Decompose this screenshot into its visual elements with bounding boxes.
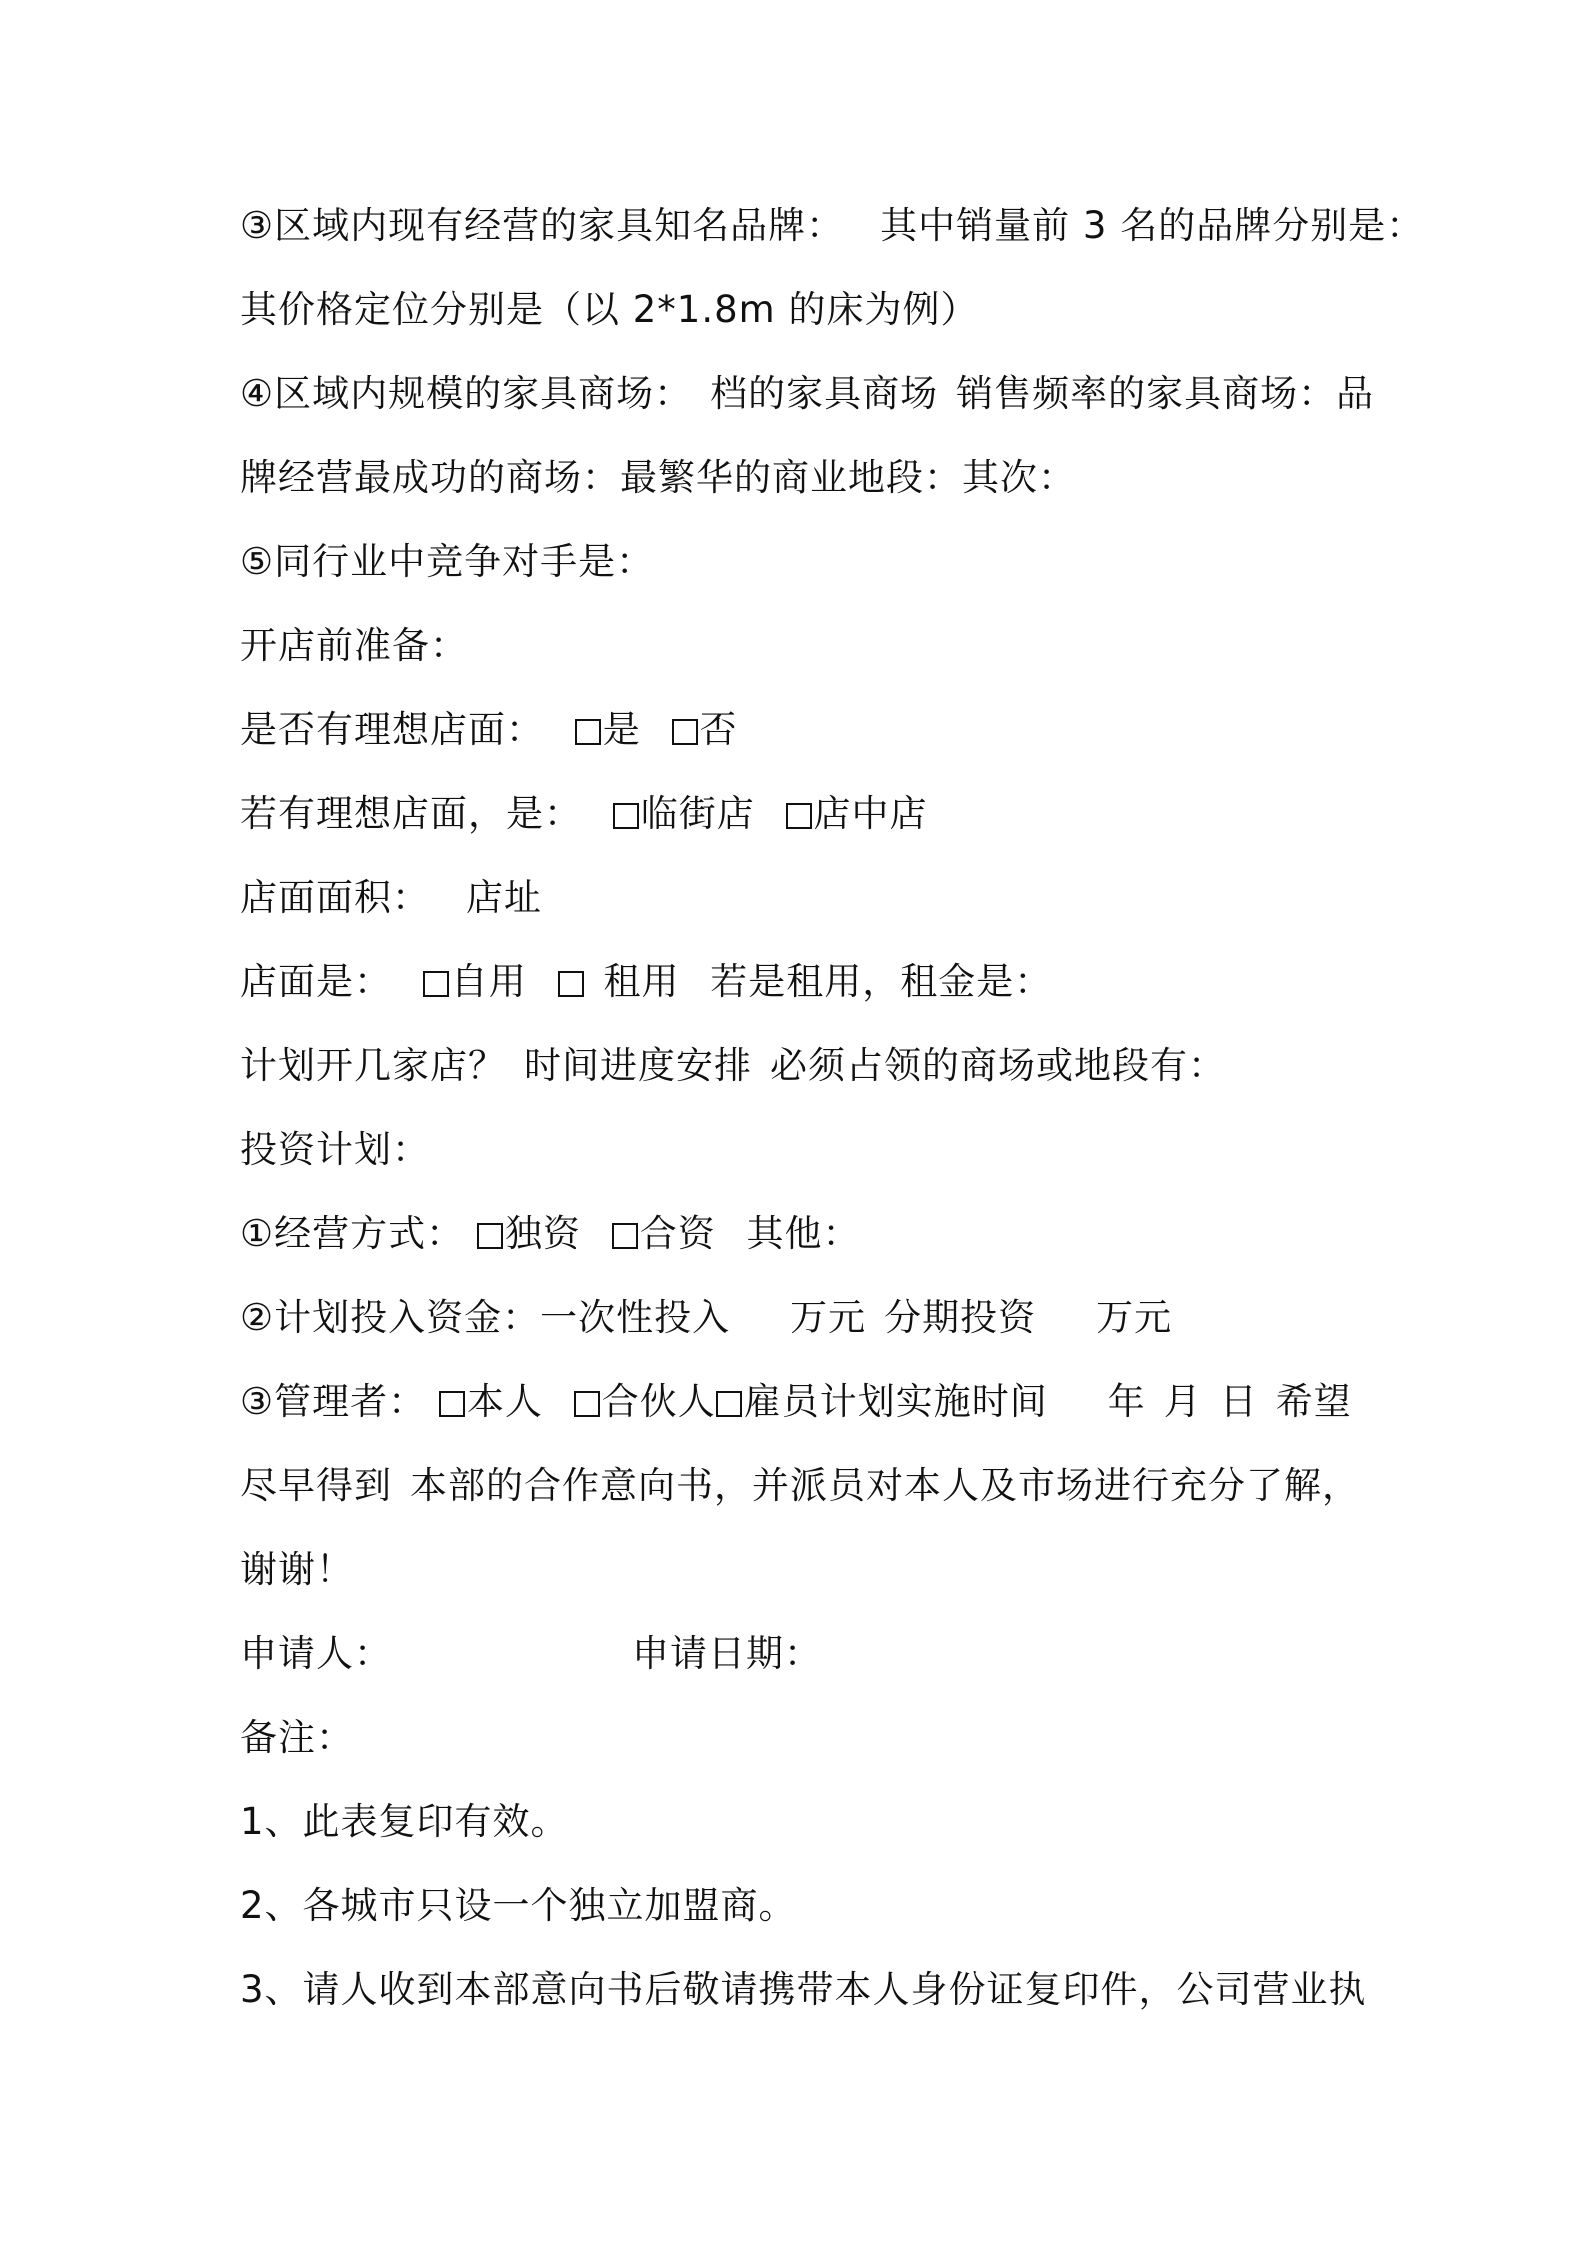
ideal-store-yes-option[interactable] xyxy=(575,708,641,751)
checkbox-icon[interactable] xyxy=(672,719,698,745)
ideal-store-no-option[interactable] xyxy=(672,708,738,751)
store-address-label: 店址 xyxy=(466,876,542,919)
ideal-store-yes-label: 是 xyxy=(602,708,641,751)
self-manager-label: 本人 xyxy=(466,1380,543,1423)
employee-plan-label: 雇员计划实施时间 xyxy=(743,1380,1048,1423)
remarks-heading: 备注： xyxy=(240,1716,354,1759)
joint-venture-label: 合资 xyxy=(639,1212,716,1255)
furniture-malls-label: ④区域内规模的家具商场： xyxy=(240,372,693,415)
line-applicant xyxy=(240,1624,1386,1684)
partner-option[interactable] xyxy=(574,1380,716,1423)
checkbox-icon[interactable] xyxy=(558,971,584,997)
line-competitors xyxy=(240,532,1386,592)
self-owned-label: 自用 xyxy=(450,960,527,1003)
installment-label: 分期投资 xyxy=(884,1296,1037,1339)
line-preparation-heading xyxy=(240,616,1386,676)
sole-proprietor-option[interactable] xyxy=(477,1212,581,1255)
line-plan-stores xyxy=(240,1036,1386,1096)
sole-proprietor-label: 独资 xyxy=(504,1212,581,1255)
street-store-label: 临街店 xyxy=(640,792,755,835)
ideal-store-label: 是否有理想店面： xyxy=(240,708,544,751)
line-successful-mall xyxy=(240,448,1386,508)
existing-brands-label: ③区域内现有经营的家具知名品牌： xyxy=(240,204,845,247)
ideal-store-no-label: 否 xyxy=(699,708,738,751)
year-label: 年 xyxy=(1107,1380,1146,1423)
line-existing-brands xyxy=(240,196,1425,256)
line-furniture-malls xyxy=(240,364,1386,424)
employee-option[interactable] xyxy=(716,1380,1048,1423)
line-store-type xyxy=(240,784,1386,844)
checkbox-icon[interactable] xyxy=(786,803,812,829)
line-ideal-store xyxy=(240,700,1386,760)
line-planned-capital xyxy=(240,1288,1386,1348)
successful-mall-label: 牌经营最成功的商场：最繁华的商业地段：其次： xyxy=(240,456,1076,499)
partner-label: 合伙人 xyxy=(601,1380,716,1423)
checkbox-icon[interactable] xyxy=(477,1223,503,1249)
line-intent-letter xyxy=(240,1456,1386,1516)
application-date-label: 申请日期： xyxy=(632,1632,822,1675)
store-ownership-label: 店面是： xyxy=(240,960,392,1003)
business-mode-label: ①经营方式： xyxy=(240,1212,465,1255)
rented-label: 租用 xyxy=(603,960,680,1003)
other-mode-label: 其他： xyxy=(746,1212,861,1255)
investment-heading: 投资计划： xyxy=(240,1128,430,1171)
line-investment-heading xyxy=(240,1120,1386,1180)
hope-label: 希望 xyxy=(1275,1380,1352,1423)
self-owned-option[interactable] xyxy=(423,960,527,1003)
line-remark-1 xyxy=(240,1792,1386,1852)
line-manager xyxy=(240,1372,1386,1432)
rent-amount-label: 若是租用，租金是： xyxy=(710,960,1053,1003)
price-positioning-label: 其价格定位分别是（以 2*1.8m 的床为例） xyxy=(240,288,979,331)
store-type-label: 若有理想店面，是： xyxy=(240,792,582,835)
manager-label: ③管理者： xyxy=(240,1380,427,1423)
store-in-store-label: 店中店 xyxy=(813,792,928,835)
schedule-label: 时间进度安排 xyxy=(524,1044,752,1087)
top3-brands-label: 其中销量前 3 名的品牌分别是： xyxy=(880,204,1425,247)
line-remarks-heading xyxy=(240,1708,1386,1768)
checkbox-icon[interactable] xyxy=(716,1391,742,1417)
line-business-mode xyxy=(240,1204,1386,1264)
line-price-positioning xyxy=(240,280,1386,340)
applicant-label: 申请人： xyxy=(240,1632,392,1675)
checkbox-icon[interactable] xyxy=(575,719,601,745)
thanks-label: 谢谢！ xyxy=(240,1548,354,1591)
line-store-ownership xyxy=(240,952,1386,1012)
grade-malls-label: 档的家具商场 xyxy=(710,372,939,415)
intent-letter-label: 本部的合作意向书，并派员对本人及市场进行充分了解， xyxy=(410,1464,1360,1507)
rented-option[interactable] xyxy=(558,960,680,1003)
checkbox-icon[interactable] xyxy=(423,971,449,997)
line-thanks xyxy=(240,1540,1386,1600)
unit-wan-label-2: 万元 xyxy=(1096,1296,1173,1339)
remark-1: 1、此表复印有效。 xyxy=(240,1800,569,1843)
asap-label: 尽早得到 xyxy=(240,1464,392,1507)
unit-wan-label: 万元 xyxy=(790,1296,867,1339)
remark-3: 3、请人收到本部意向书后敬请携带本人身份证复印件，公司营业执 xyxy=(240,1968,1367,2011)
self-manager-option[interactable] xyxy=(439,1380,543,1423)
one-time-investment-label: ②计划投入资金：一次性投入 xyxy=(240,1296,731,1339)
sales-frequency-label: 销售频率的家具商场：品 xyxy=(956,372,1375,415)
checkbox-icon[interactable] xyxy=(574,1391,600,1417)
required-locations-label: 必须占领的商场或地段有： xyxy=(770,1044,1226,1087)
checkbox-icon[interactable] xyxy=(612,1223,638,1249)
plan-stores-label: 计划开几家店？ xyxy=(240,1044,506,1087)
store-area-label: 店面面积： xyxy=(240,876,430,919)
checkbox-icon[interactable] xyxy=(439,1391,465,1417)
line-remark-2 xyxy=(240,1876,1386,1936)
preparation-heading: 开店前准备： xyxy=(240,624,468,667)
day-label: 日 xyxy=(1219,1380,1258,1423)
joint-venture-option[interactable] xyxy=(612,1212,716,1255)
street-store-option[interactable] xyxy=(613,792,755,835)
store-in-store-option[interactable] xyxy=(786,792,928,835)
line-store-area xyxy=(240,868,1386,928)
remark-2: 2、各城市只设一个独立加盟商。 xyxy=(240,1884,797,1927)
line-remark-3 xyxy=(240,1960,1386,2020)
competitors-label: ⑤同行业中竞争对手是： xyxy=(240,540,655,583)
checkbox-icon[interactable] xyxy=(613,803,639,829)
month-label: 月 xyxy=(1163,1380,1202,1423)
